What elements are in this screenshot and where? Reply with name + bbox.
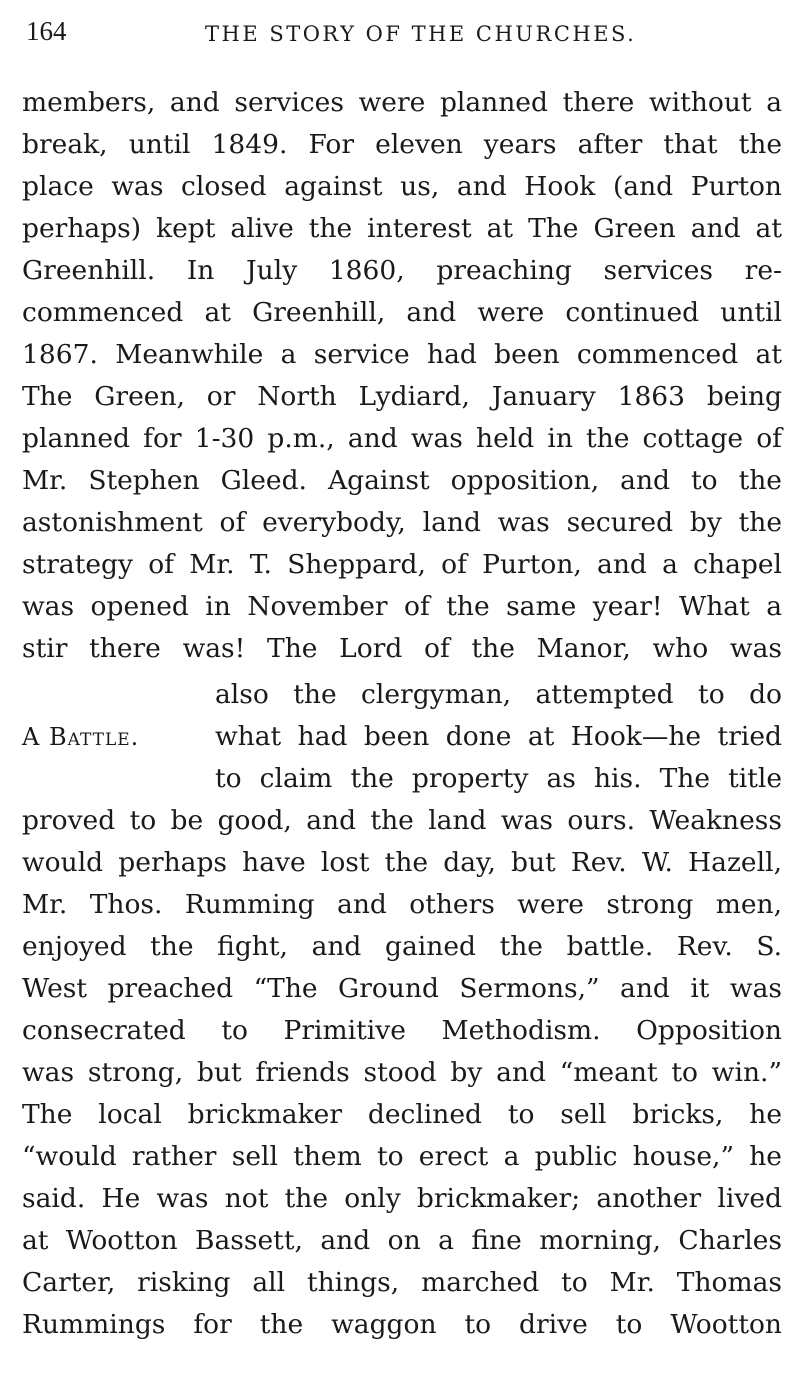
text-line: what had been done at Hook—he tried (215, 721, 782, 752)
text-line: would perhaps have lost the day, but Rev. W. Hazell, (22, 847, 782, 878)
text-line: West preached “The Ground Sermons,” and it was (22, 973, 782, 1004)
text-line: “would rather sell them to erect a public house,” he (22, 1141, 782, 1172)
text-line: Greenhill. In July 1860, preaching services re- (22, 255, 782, 286)
margin-note: A Battle. (22, 723, 140, 751)
text-line: The local brickmaker declined to sell bricks, he (22, 1099, 782, 1130)
text-line: said. He was not the only brickmaker; another lived (22, 1183, 782, 1214)
text-line: stir there was! The Lord of the Manor, who was (22, 633, 782, 664)
text-line: at Wootton Bassett, and on a fine morning, Charles (22, 1225, 782, 1256)
text-line: Mr. Stephen Gleed. Against opposition, and to the (22, 465, 782, 496)
text-line: consecrated to Primitive Methodism. Opposition (22, 1015, 782, 1046)
text-line: to claim the property as his. The title (215, 763, 782, 794)
text-line: Carter, risking all things, marched to Mr. Thomas (22, 1267, 782, 1298)
text-line: strategy of Mr. T. Sheppard, of Purton, and a chapel (22, 549, 782, 580)
text-line: break, until 1849. For eleven years after that the (22, 129, 782, 160)
text-line: The Green, or North Lydiard, January 1863 being (22, 381, 782, 412)
text-line: astonishment of everybody, land was secured by the (22, 507, 782, 538)
page-header (22, 14, 782, 54)
text-line: was strong, but friends stood by and “meant to win.” (22, 1057, 782, 1088)
text-line: 1867. Meanwhile a service had been commenced at (22, 339, 782, 370)
running-head: THE STORY OF THE CHURCHES. (205, 22, 637, 46)
text-line: planned for 1-30 p.m., and was held in the cottage of (22, 423, 782, 454)
text-line: Mr. Thos. Rumming and others were strong men, (22, 889, 782, 920)
text-line: members, and services were planned there without a (22, 87, 782, 118)
text-line: also the clergyman, attempted to do (215, 679, 782, 710)
text-line: was opened in November of the same year! What a (22, 591, 782, 622)
text-line: place was closed against us, and Hook (and Purton (22, 171, 782, 202)
text-line: proved to be good, and the land was ours. Weakness (22, 805, 782, 836)
text-line: Rummings for the waggon to drive to Wootton (22, 1309, 782, 1340)
text-line: perhaps) kept alive the interest at The Green and at (22, 213, 782, 244)
page-number: 164 (26, 16, 67, 46)
text-line: enjoyed the fight, and gained the battle. Rev. S. (22, 931, 782, 962)
text-line: commenced at Greenhill, and were continued until (22, 297, 782, 328)
